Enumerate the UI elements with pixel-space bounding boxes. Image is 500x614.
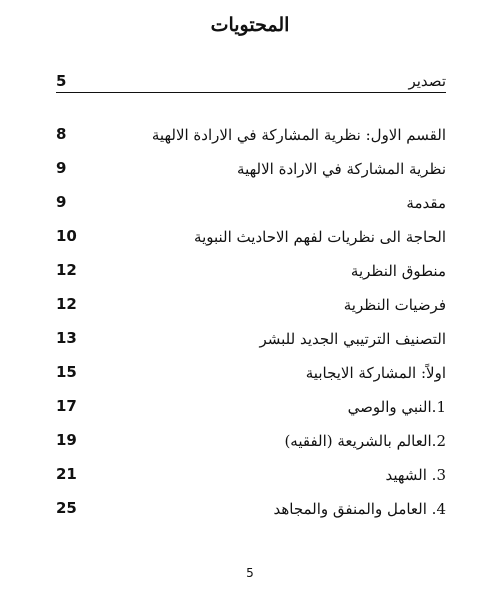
toc-entry	[56, 189, 446, 215]
toc-page-number: 10	[56, 227, 77, 245]
toc-entry-title: تصدير	[408, 72, 446, 90]
toc-page-number: 9	[56, 159, 67, 177]
toc-entry-title: التصنيف الترتيبي الجديد للبشر	[259, 330, 446, 348]
toc-page-number: 15	[56, 363, 77, 381]
toc-page-number: 8	[56, 125, 67, 143]
toc-entry-title: اولاً: المشاركة الايجابية	[305, 364, 446, 382]
toc-entry	[56, 155, 446, 181]
toc-page-number: 12	[56, 261, 77, 279]
toc-entry-preface	[56, 66, 446, 93]
toc-page-number: 19	[56, 431, 77, 449]
toc-entry	[56, 393, 446, 419]
toc-entry-title: 4. العامل والمنفق والمجاهد	[273, 500, 446, 518]
toc-page-number: 12	[56, 295, 77, 313]
toc-entry-title: 1.النبي والوصي	[347, 398, 446, 416]
toc-entry	[56, 495, 446, 521]
toc-page-number: 17	[56, 397, 77, 415]
toc-entry-title: القسم الاول: نظرية المشاركة في الارادة الالهية	[151, 126, 446, 144]
page-title: المحتويات	[210, 14, 290, 36]
toc-entry	[56, 461, 446, 487]
page-number: 5	[246, 566, 254, 580]
toc-entry-title: نظرية المشاركة في الارادة الالهية	[237, 160, 446, 178]
toc-entry-title: مقدمة	[406, 194, 446, 212]
toc-entry	[56, 427, 446, 453]
toc-page-number: 21	[56, 465, 77, 483]
toc-entry	[56, 257, 446, 283]
toc-entry	[56, 291, 446, 317]
toc-entry-title: 2.العالم بالشريعة (الفقيه)	[284, 432, 446, 450]
toc-entry	[56, 325, 446, 351]
toc-entry	[56, 223, 446, 249]
toc-page-number: 13	[56, 329, 77, 347]
toc-entry-title: 3. الشهيد	[385, 466, 446, 484]
toc-entry-title: الحاجة الى نظريات لفهم الاحاديث النبوية	[194, 228, 446, 246]
toc-page-number: 25	[56, 499, 77, 517]
toc-entry	[56, 121, 446, 147]
toc-entry-title: فرضيات النظرية	[343, 296, 446, 314]
toc-entry-title: منطوق النظرية	[350, 262, 446, 280]
toc-page-number: 9	[56, 193, 67, 211]
toc-entry	[56, 359, 446, 385]
toc-page-number: 5	[56, 72, 67, 90]
